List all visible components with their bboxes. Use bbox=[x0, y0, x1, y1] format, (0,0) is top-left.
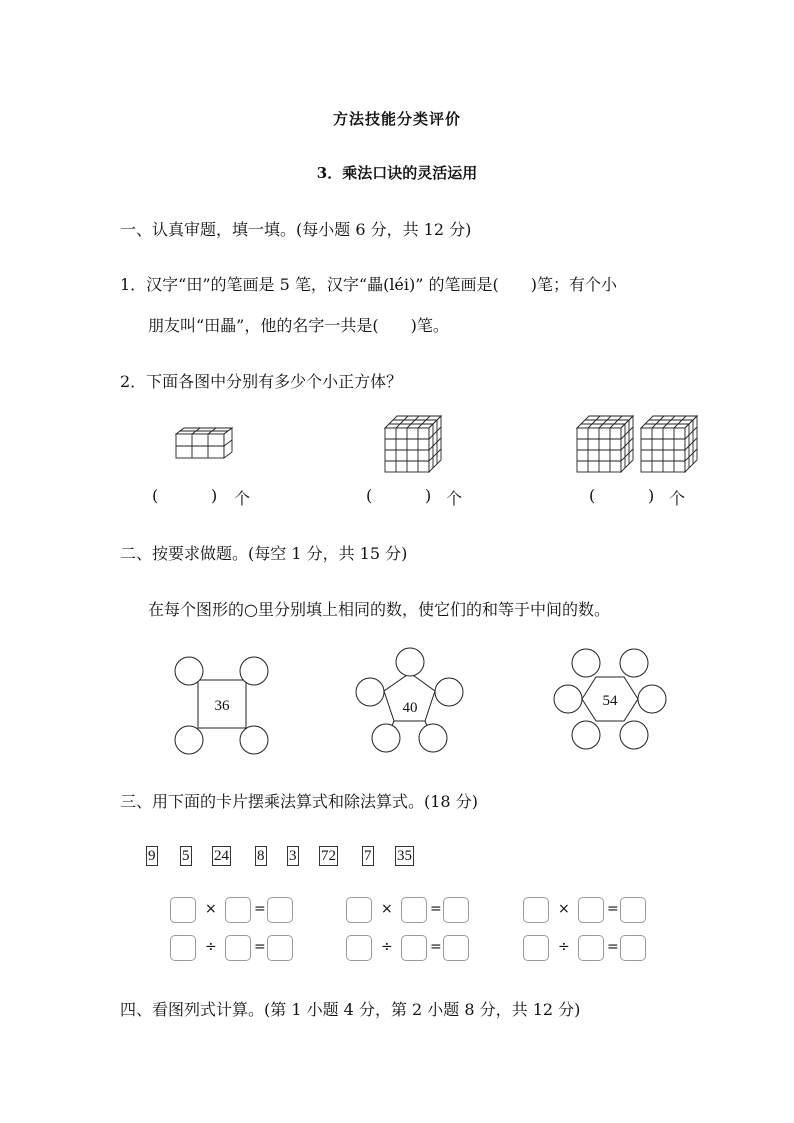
blank-circle[interactable] bbox=[372, 724, 400, 752]
blank-circle[interactable] bbox=[572, 649, 600, 677]
answer-box[interactable] bbox=[225, 897, 251, 923]
blank-circle[interactable] bbox=[240, 657, 268, 685]
question1-line2: 朋友叫“田畾”，他的名字一共是( )笔。 bbox=[148, 316, 449, 335]
worksheet-title: 方法技能分类评价 bbox=[332, 110, 461, 128]
equals-sign: = bbox=[430, 901, 442, 917]
question2-text: 2．下面各图中分别有多少个小正方体？ bbox=[120, 372, 403, 391]
section2-heading: 二、按要求做题。(每空 1 分，共 15 分) bbox=[120, 544, 408, 563]
cube-figure-1 bbox=[176, 424, 236, 464]
answer-box[interactable] bbox=[267, 935, 293, 961]
blank-circle[interactable] bbox=[572, 721, 600, 749]
unit-label: 个 bbox=[234, 489, 251, 508]
answer-box[interactable] bbox=[578, 935, 604, 961]
answer-box[interactable] bbox=[170, 897, 196, 923]
unit-label: 个 bbox=[669, 489, 686, 508]
paren-open: ( bbox=[152, 486, 159, 505]
answer-box[interactable] bbox=[267, 897, 293, 923]
answer-box[interactable] bbox=[620, 935, 646, 961]
hexagon-figure bbox=[552, 646, 672, 756]
square-figure bbox=[170, 652, 280, 762]
multiplication-equation-1 bbox=[170, 897, 300, 923]
paren-close: ) bbox=[425, 486, 432, 505]
multiply-sign: × bbox=[558, 901, 570, 917]
equals-sign: = bbox=[254, 901, 266, 917]
center-number: 54 bbox=[602, 693, 618, 709]
multiplication-equation-2 bbox=[346, 897, 476, 923]
answer-box[interactable] bbox=[523, 935, 549, 961]
answer-box[interactable] bbox=[346, 935, 372, 961]
multiply-sign: × bbox=[205, 901, 217, 917]
blank-circle[interactable] bbox=[638, 685, 666, 713]
divide-sign: ÷ bbox=[381, 939, 393, 955]
worksheet-subtitle: 3．乘法口诀的灵活运用 bbox=[316, 164, 478, 182]
answer-box[interactable] bbox=[523, 897, 549, 923]
blank-circle[interactable] bbox=[554, 685, 582, 713]
number-card[interactable]: 72 bbox=[321, 848, 336, 864]
multiplication-equation-3 bbox=[523, 897, 653, 923]
number-card[interactable]: 5 bbox=[182, 848, 190, 864]
question1-line1: 1．汉字“田”的笔画是 5 笔，汉字“畾(léi)” 的笔画是( )笔；有个小 bbox=[120, 275, 618, 294]
equals-sign: = bbox=[430, 939, 442, 955]
answer-box[interactable] bbox=[346, 897, 372, 923]
section4-heading: 四、看图列式计算。(第 1 小题 4 分，第 2 小题 8 分，共 12 分) bbox=[120, 1000, 581, 1019]
divide-sign: ÷ bbox=[205, 939, 217, 955]
division-equation-2 bbox=[346, 935, 476, 961]
answer-box[interactable] bbox=[401, 897, 427, 923]
blank-circle[interactable] bbox=[419, 724, 447, 752]
blank-circle[interactable] bbox=[396, 648, 424, 676]
section3-heading: 三、用下面的卡片摆乘法算式和除法算式。(18 分) bbox=[120, 792, 478, 811]
paren-open: ( bbox=[366, 486, 373, 505]
number-card[interactable]: 9 bbox=[148, 848, 156, 864]
unit-label: 个 bbox=[446, 489, 463, 508]
center-number: 36 bbox=[214, 698, 230, 714]
equals-sign: = bbox=[607, 901, 619, 917]
blank-circle[interactable] bbox=[356, 678, 384, 706]
section2-instruction: 在每个图形的○里分别填上相同的数，使它们的和等于中间的数。 bbox=[148, 600, 610, 619]
division-equation-1 bbox=[170, 935, 300, 961]
section1-heading: 一、认真审题，填一填。(每小题 6 分，共 12 分) bbox=[120, 220, 472, 239]
blank-circle[interactable] bbox=[620, 721, 648, 749]
paren-close: ) bbox=[648, 486, 655, 505]
pentagon-figure bbox=[352, 646, 472, 756]
number-card[interactable]: 35 bbox=[397, 848, 412, 864]
answer-box[interactable] bbox=[578, 897, 604, 923]
equals-sign: = bbox=[254, 939, 266, 955]
number-card[interactable]: 3 bbox=[289, 848, 297, 864]
number-card[interactable]: 8 bbox=[257, 848, 265, 864]
answer-box[interactable] bbox=[443, 935, 469, 961]
division-equation-3 bbox=[523, 935, 653, 961]
blank-circle[interactable] bbox=[175, 657, 203, 685]
equals-sign: = bbox=[607, 939, 619, 955]
paren-open: ( bbox=[589, 486, 596, 505]
blank-circle[interactable] bbox=[620, 649, 648, 677]
answer-box[interactable] bbox=[225, 935, 251, 961]
number-card[interactable]: 24 bbox=[214, 848, 229, 864]
answer-box[interactable] bbox=[620, 897, 646, 923]
number-card[interactable]: 7 bbox=[364, 848, 372, 864]
blank-circle[interactable] bbox=[240, 726, 268, 754]
blank-circle[interactable] bbox=[435, 678, 463, 706]
cube-figure-3 bbox=[577, 416, 701, 476]
answer-box[interactable] bbox=[401, 935, 427, 961]
answer-box[interactable] bbox=[170, 935, 196, 961]
multiply-sign: × bbox=[381, 901, 393, 917]
cube-figure-2 bbox=[385, 416, 445, 476]
answer-box[interactable] bbox=[443, 897, 469, 923]
divide-sign: ÷ bbox=[558, 939, 570, 955]
paren-close: ) bbox=[211, 486, 218, 505]
center-number: 40 bbox=[402, 700, 418, 716]
blank-circle[interactable] bbox=[175, 726, 203, 754]
